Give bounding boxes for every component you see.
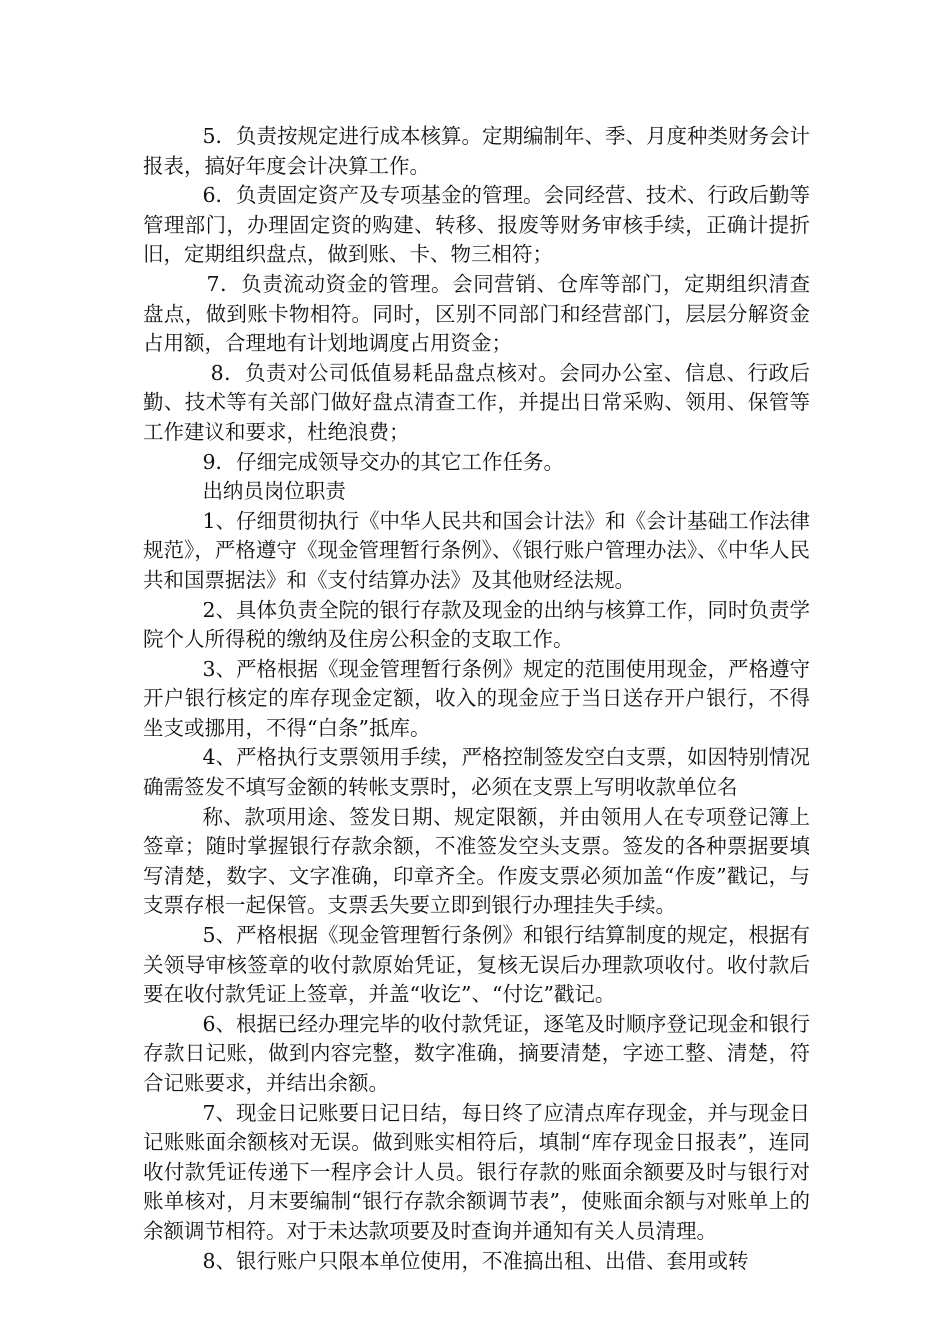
paragraph-accounting-item-7: 7．负责流动资金的管理。会同营销、仓库等部门，定期组织清查盘点，做到账卡物相符。同时，区别不同部门和经营部门，层层分解资金占用额，合理地有计划地调度占用资金； [143, 271, 810, 356]
paragraph-accounting-item-5: 5．负责按规定进行成本核算。定期编制年、季、月度种类财务会计报表，搞好年度会计决算工作。 [143, 124, 810, 178]
paragraph-accounting-item-6: 6．负责固定资产及专项基金的管理。会同经营、技术、行政后勤等管理部门，办理固定资的购建、转移、报废等财务审核手续，正确计提折旧，定期组织盘点，做到账、卡、物三相符； [143, 183, 810, 267]
section-heading-cashier: 出纳员岗位职责 [202, 479, 346, 504]
paragraph-cashier-item-4: 4、严格执行支票领用手续，严格控制签发空白支票，如因特别情况确需签发不填写金额的转帐支票时，必须在支票上写明收款单位名 [143, 745, 810, 800]
paragraph-accounting-item-8: 8．负责对公司低值易耗品盘点核对。会同办公室、信息、行政后勤、技术等有关部门做好盘点清查工作，并提出日常采购、领用、保管等工作建议和要求，杜绝浪费； [143, 360, 810, 444]
paragraph-cashier-item-1: 1、仔细贯彻执行《中华人民共和国会计法》和《会计基础工作法律规范》，严格遵守《现金管理暂行条例》、《银行账户管理办法》、《中华人民共和国票据法》和《支付结算办法》及其他财经法规。 [143, 508, 810, 592]
paragraph-cashier-item-8: 8、银行账户只限本单位使用，不准搞出租、出借、套用或转 [202, 1248, 749, 1273]
paragraph-accounting-item-9: 9．仔细完成领导交办的其它工作任务。 [202, 449, 564, 474]
paragraph-cashier-item-2: 2、具体负责全院的银行存款及现金的出纳与核算工作，同时负责学院个人所得税的缴纳及住房公积金的支取工作。 [143, 597, 810, 652]
paragraph-cashier-item-3: 3、严格根据《现金管理暂行条例》规定的范围使用现金，严格遵守开户银行核定的库存现金定额，收入的现金应于当日送存开户银行，不得坐支或挪用，不得“白条”抵库。 [143, 656, 810, 740]
paragraph-cashier-item-5: 5、严格根据《现金管理暂行条例》和银行结算制度的规定，根据有关领导审核签章的收付款原始凭证，复核无误后办理款项收付。收付款后要在收付款凭证上签章，并盖“收讫”、“付讫”戳记。 [143, 923, 810, 1007]
document-body [143, 122, 810, 1276]
paragraph-cashier-item-6: 6、根据已经办理完毕的收付款凭证，逐笔及时顺序登记现金和银行存款日记账，做到内容完整，数字准确，摘要清楚，字迹工整、清楚，符合记账要求，并结出余额。 [143, 1011, 810, 1095]
paragraph-cashier-item-4-continued: 称、款项用途、签发日期、规定限额，并由领用人在专项登记簿上签章；随时掌握银行存款余额，不准签发空头支票。签发的各种票据要填写清楚，数字、文字准确，印章齐全。作废支票必须加盖“作废”戳记，与支票存根一起保管。支票丢失要立即到银行办理挂失手续。 [143, 804, 810, 918]
paragraph-cashier-item-7: 7、现金日记账要日记日结，每日终了应清点库存现金，并与现金日记账账面余额核对无误。做到账实相符后，填制“库存现金日报表”，连同收付款凭证传递下一程序会计人员。银行存款的账面余额要及时与银行对账单核对，月末要编制“银行存款余额调节表”，使账面余额与对账单上的余额调节相符。对于未达款项要及时查询并通知有关人员清理。 [143, 1100, 810, 1243]
